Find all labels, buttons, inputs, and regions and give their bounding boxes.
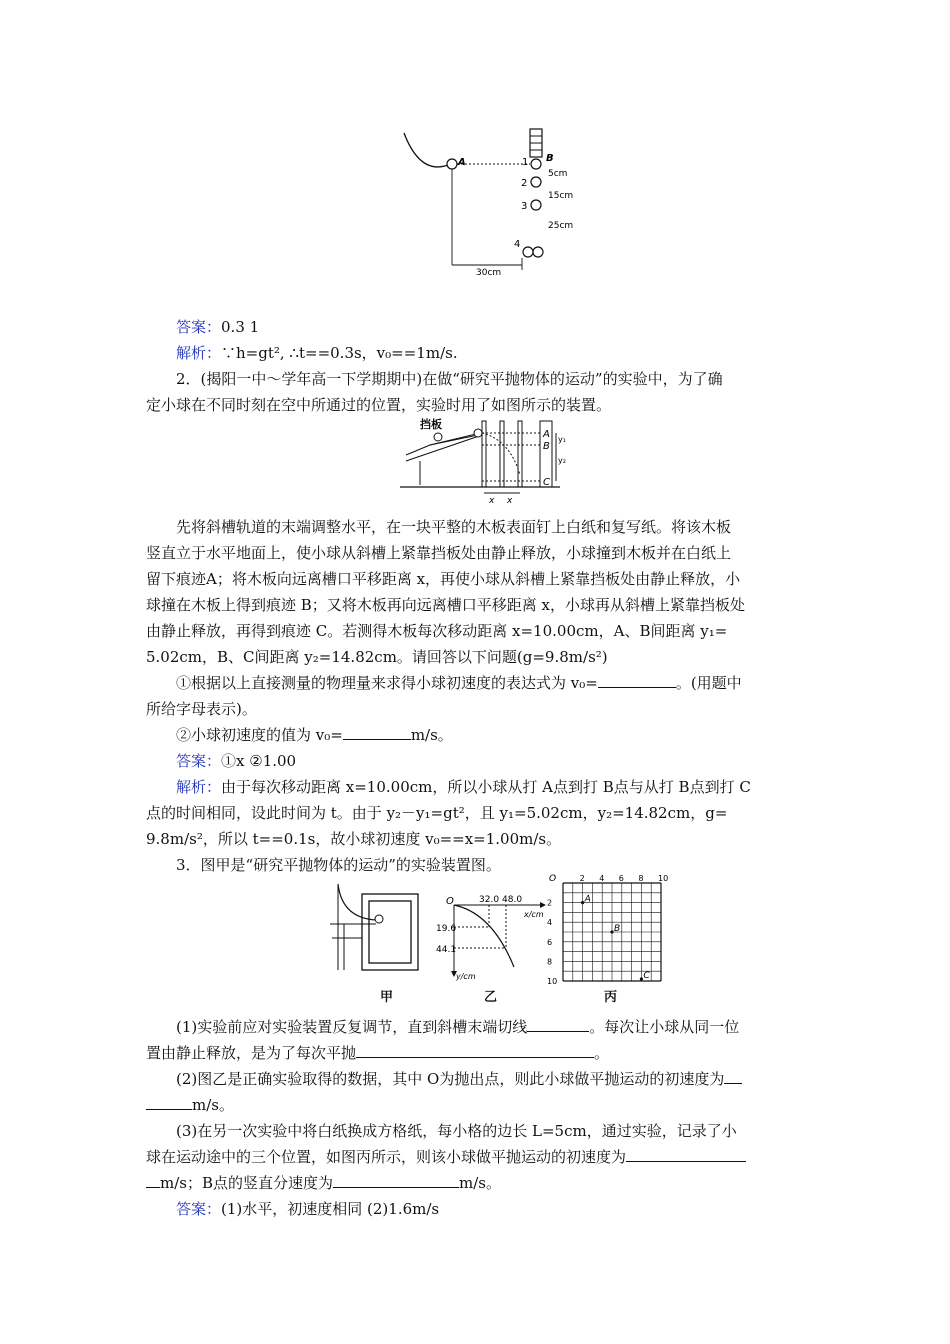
fig1-label-A: A bbox=[458, 157, 466, 168]
figure-3-bing-grid bbox=[545, 873, 670, 986]
q3-part1-text-2: 置由静止释放，是为了每次平抛 bbox=[146, 1044, 357, 1062]
figure-3-yi-trajectory bbox=[436, 893, 553, 983]
q2-sub1-line2: 所给字母表示)。 bbox=[146, 700, 257, 718]
fig1-label-4: 4 bbox=[514, 239, 521, 250]
q1-analysis bbox=[176, 339, 458, 367]
fig-bing-xtick: 10 bbox=[658, 874, 669, 883]
q3-part3-text: 球在运动途中的三个位置，如图丙所示，则该小球做平抛运动的初速度为 bbox=[146, 1148, 627, 1166]
q3-answer bbox=[176, 1195, 439, 1223]
fig-yi-x1: 32.0 bbox=[479, 895, 500, 905]
q2-analysis-text-1: 由于每次移动距离 x=10.00cm，所以小球从打 A点到打 B点与从打 B点到打 C bbox=[221, 778, 751, 796]
q2-body-line-2: 竖直立于水平地面上，使小球从斜槽上紧靠挡板处由静止释放，小球撞到木板并在白纸上 bbox=[146, 544, 732, 562]
q2-answer bbox=[176, 747, 296, 775]
fig2-label-A: A bbox=[543, 429, 550, 440]
q3-part1-text: (1)实验前应对实验装置反复调节，直到斜槽末端切线 bbox=[176, 1018, 528, 1036]
q2-analysis-line-2: 点的时间相同，设此时间为 t。由于 y₂－y₁=gt²，且 y₁=5.02cm，y₂=14.82cm，g= bbox=[146, 804, 728, 822]
q1-answer bbox=[176, 313, 259, 341]
q2-sub2-blank[interactable] bbox=[343, 725, 411, 740]
q3-answer-value: (1)水平，初速度相同 (2)1.6m/s bbox=[221, 1200, 440, 1218]
q3-part1-text-after: 。每次让小球从同一位 bbox=[589, 1018, 740, 1036]
q3-part3-line1: (3)在另一次实验中将白纸换成方格纸，每小格的边长 L=5cm，通过实验，记录了小 bbox=[176, 1122, 737, 1140]
fig2-label-C: C bbox=[543, 477, 550, 488]
fig2-label-y2: y₂ bbox=[558, 456, 566, 465]
q2-stem-line-1: 2．(揭阳一中～学年高一下学期期中)在做“研究平抛物体的运动”的实验中，为了确 bbox=[176, 370, 723, 388]
fig-bing-xtick: 4 bbox=[599, 874, 605, 883]
q3-part3-line2 bbox=[146, 1143, 746, 1171]
q2-body-line-3: 留下痕迹A；将木板向远离槽口平移距离 x，再使小球从斜槽上紧靠挡板处由静止释放，小 bbox=[146, 570, 741, 588]
q3-part3-blank-1a[interactable] bbox=[626, 1147, 746, 1162]
fig1-dim-25cm: 25cm bbox=[548, 221, 574, 231]
fig-bing-label-C: C bbox=[643, 971, 650, 981]
q1-answer-label: 答案： bbox=[176, 318, 222, 336]
caption-jia: 甲 bbox=[380, 990, 394, 1005]
q3-part1-end: 。 bbox=[594, 1044, 610, 1062]
q3-part3-blank-2[interactable] bbox=[333, 1173, 459, 1188]
q2-body-line-5: 由静止释放，再得到痕迹 C。若测得木板每次移动距离 x=10.00cm，A、B间距离 y₁= bbox=[146, 622, 728, 640]
fig2-label-x1: x bbox=[489, 496, 495, 506]
q3-part3-unit: m/s。 bbox=[459, 1174, 501, 1192]
q3-part2-blank-a[interactable] bbox=[724, 1069, 742, 1084]
q3-part1-line2 bbox=[146, 1039, 609, 1067]
fig-yi-x2: 48.0 bbox=[502, 895, 523, 905]
q3-part2-unit: m/s。 bbox=[192, 1096, 234, 1114]
fig-yi-y1: 19.6 bbox=[436, 924, 457, 934]
fig-bing-ytick: 10 bbox=[547, 977, 558, 986]
q2-answer-label: 答案： bbox=[176, 752, 222, 770]
q3-part3-blank-1b[interactable] bbox=[146, 1173, 160, 1188]
figure-2-apparatus bbox=[400, 415, 570, 505]
q2-sub1-text-after: 。(用题中 bbox=[675, 674, 742, 692]
q3-part2-line2 bbox=[146, 1091, 234, 1119]
q2-sub1 bbox=[176, 669, 742, 697]
fig-yi-label-O: O bbox=[446, 896, 454, 907]
q3-part1-line1 bbox=[176, 1013, 739, 1041]
fig-bing-label-A: A bbox=[584, 894, 591, 905]
fig2-label-baffle: 挡板 bbox=[420, 418, 442, 431]
fig-bing-xtick: 2 bbox=[579, 874, 585, 883]
fig1-label-3: 3 bbox=[521, 201, 528, 212]
figure-1-strobe-diagram bbox=[390, 125, 600, 285]
fig-yi-yunit: y/cm bbox=[456, 972, 476, 981]
fig-bing-ytick: 8 bbox=[547, 957, 553, 967]
q2-sub2-unit: m/s。 bbox=[410, 726, 453, 744]
figure-3-jia-apparatus bbox=[318, 880, 424, 980]
q2-body-line-1: 先将斜槽轨道的末端调整水平，在一块平整的木板表面钉上白纸和复写纸。将该木板 bbox=[176, 518, 732, 536]
fig2-label-y1: y₁ bbox=[558, 435, 566, 444]
fig-yi-xunit: x/cm bbox=[524, 910, 544, 919]
fig1-dim-5cm: 5cm bbox=[548, 169, 568, 179]
fig1-label-2: 2 bbox=[521, 178, 528, 189]
fig2-label-x2: x bbox=[507, 496, 513, 506]
q3-part2-text: (2)图乙是正确实验取得的数据，其中 O为抛出点，则此小球做平抛运动的初速度为 bbox=[176, 1070, 725, 1088]
fig1-dim-15cm: 15cm bbox=[548, 191, 574, 201]
fig-bing-xtick: 8 bbox=[638, 874, 644, 883]
q3-part1-blank-1[interactable] bbox=[527, 1017, 589, 1032]
fig2-label-B: B bbox=[543, 441, 550, 452]
fig-bing-ytick: 6 bbox=[547, 937, 553, 947]
q2-sub1-blank[interactable] bbox=[598, 673, 676, 688]
fig-bing-label-O: O bbox=[549, 874, 557, 884]
fig-bing-label-B: B bbox=[614, 924, 621, 934]
q1-analysis-label: 解析： bbox=[176, 344, 222, 362]
fig1-label-1: 1 bbox=[522, 157, 529, 168]
q3-answer-label: 答案： bbox=[176, 1200, 222, 1218]
q3-part1-blank-2[interactable] bbox=[356, 1043, 594, 1058]
q2-body-line-4: 球撞在木板上得到痕迹 B；又将木板再向远离槽口平移距离 x，小球再从斜槽上紧靠挡板处 bbox=[146, 596, 746, 614]
fig1-dim-30cm: 30cm bbox=[476, 268, 502, 278]
q2-analysis-line-1 bbox=[176, 773, 751, 801]
q3-part3-text-2: m/s；B点的竖直分速度为 bbox=[160, 1174, 333, 1192]
q2-analysis-label: 解析： bbox=[176, 778, 222, 796]
q3-part2-blank-b[interactable] bbox=[146, 1095, 192, 1110]
q2-stem-line-2: 定小球在不同时刻在空中所通过的位置，实验时用了如图所示的装置。 bbox=[146, 396, 612, 414]
caption-yi: 乙 bbox=[484, 990, 498, 1005]
q3-stem: 3．图甲是“研究平抛物体的运动”的实验装置图。 bbox=[176, 856, 501, 874]
q2-body-line-6: 5.02cm，B、C间距离 y₂=14.82cm。请回答以下问题(g=9.8m/s²) bbox=[146, 648, 608, 666]
fig-yi-y2: 44.1 bbox=[436, 945, 457, 955]
caption-bing: 丙 bbox=[604, 990, 618, 1005]
q3-part3-line3 bbox=[146, 1169, 501, 1197]
fig-bing-xtick: 6 bbox=[618, 874, 624, 883]
q1-answer-value: 0.3 1 bbox=[221, 318, 260, 336]
q2-sub2 bbox=[176, 721, 453, 749]
fig-bing-ytick: 4 bbox=[547, 918, 553, 928]
fig1-label-B: B bbox=[546, 153, 554, 164]
q1-analysis-text: ∵h=gt², ∴t==0.3s，v₀==1m/s. bbox=[221, 344, 458, 362]
fig-bing-ytick: 2 bbox=[547, 898, 553, 908]
q2-analysis-line-3: 9.8m/s²，所以 t==0.1s，故小球初速度 v₀==x=1.00m/s。 bbox=[146, 830, 562, 848]
q3-part2-line1 bbox=[176, 1065, 742, 1093]
q2-answer-value: ①x ②1.00 bbox=[221, 752, 297, 770]
q2-sub1-text: ①根据以上直接测量的物理量来求得小球初速度的表达式为 v₀= bbox=[176, 674, 598, 692]
q2-sub2-text: ②小球初速度的值为 v₀= bbox=[176, 726, 343, 744]
